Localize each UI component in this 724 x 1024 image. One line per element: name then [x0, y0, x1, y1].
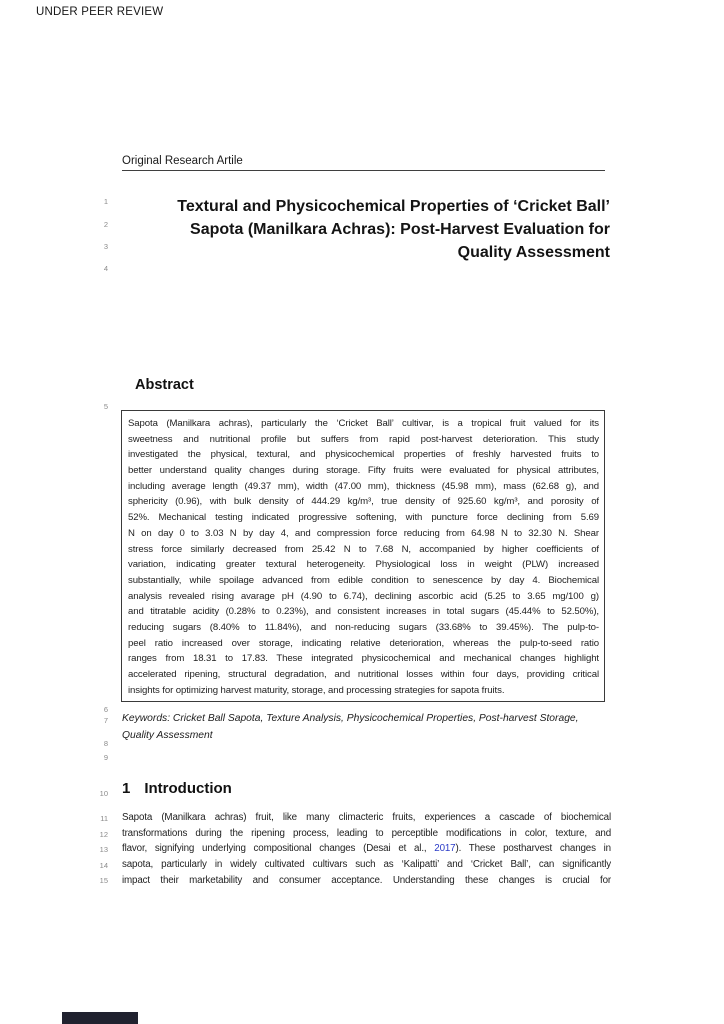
- peer-review-watermark: UNDER PEER REVIEW: [36, 6, 164, 18]
- section-title: Introduction: [144, 780, 232, 797]
- line-number: 3: [103, 242, 108, 251]
- intro-line-text: flavor, signifying underlying compositional changes (Desai et al.,: [122, 843, 435, 855]
- abstract-line: variation, indicating greater textural heterogeneity. Physiological loss in weight (PLW) increased: [128, 559, 599, 571]
- line-number: 6: [103, 705, 108, 714]
- abstract-line: and titratable acidity (0.28% to 0.23%), and consistent increases in total sugars (45.44% to 52.50%),: [128, 606, 599, 618]
- line-number: 15: [99, 876, 108, 885]
- intro-line: Sapota (Manilkara achras) fruit, like many climacteric fruits, experiences a cascade of biochemical: [122, 812, 611, 823]
- paper-title-line: Quality Assessment: [457, 243, 610, 261]
- abstract-line: sweetness and nutritional profile but suffers from rapid post-harvest deterioration. This study: [128, 433, 599, 445]
- line-number: 1: [103, 197, 108, 206]
- line-number: 14: [99, 861, 108, 870]
- line-number: 13: [99, 845, 108, 854]
- line-number: 4: [103, 264, 108, 273]
- abstract-line: including average length (49.37 mm), width (47.00 mm), thickness (45.98 mm), mass (62.68 g), and: [128, 480, 599, 492]
- introduction-paragraph: [122, 810, 611, 888]
- line-number: 9: [103, 753, 108, 762]
- paper-title-line: Sapota (Manilkara Achras): Post-Harvest Evaluation for: [190, 220, 610, 238]
- section-heading-introduction: [122, 780, 232, 797]
- section-number: 1: [122, 780, 131, 797]
- next-page-peek: [62, 1012, 138, 1024]
- keywords-line: Keywords: Cricket Ball Sapota, Texture Analysis, Physicochemical Properties, Post-harvest Storage,: [122, 713, 579, 724]
- abstract-line: 52%. Mechanical testing indicated progressive softening, with puncture force declining from 5.69: [128, 512, 599, 524]
- intro-line-text: ). These postharvest changes in: [455, 843, 611, 855]
- abstract-box: [121, 410, 605, 702]
- article-type-label: Original Research Artile: [122, 155, 243, 167]
- abstract-line: substantially, while spoilage advanced from edible condition to senescence by day 4. Biochemical: [128, 574, 599, 586]
- line-number: 11: [100, 814, 108, 823]
- abstract-line: N on day 0 to 3.03 N by day 4, and compression force reducing from 64.98 N to 32.30 N. Shear: [128, 527, 599, 539]
- line-number: 12: [99, 830, 108, 839]
- line-number: 8: [103, 739, 108, 748]
- abstract-line: Sapota (Manilkara achras), particularly the ‘Cricket Ball’ cultivar, is a tropical fruit valued for its: [128, 418, 599, 429]
- keywords-block: [122, 711, 612, 744]
- abstract-line: investigated the physical, textural, and physicochemical properties of freshly harvested fruits to: [128, 449, 599, 461]
- abstract-line: analysis revealed rising avarage pH (4.90 to 6.74), declining ascorbic acid (5.25 to 3.65 mg/100 g): [128, 590, 599, 602]
- abstract-line: stress force similarly decreased from 25.42 N to 7.68 N, accompanied by higher coefficients of: [128, 543, 599, 555]
- line-number: 7: [103, 716, 108, 725]
- intro-line: sapota, particularly in widely cultivated cultivars such as ‘Kalipatti’ and ‘Cricket Ball’, can significantly: [122, 859, 611, 871]
- paper-title: [122, 196, 610, 264]
- abstract-line: accelerated ripening, structural degradation, and nutritional losses within four days, providing critical: [128, 669, 599, 680]
- abstract-line: reducing sugars (8.40% to 11.84%), and non-reducing sugars (33.68% to 39.45%). The pulp-to-: [128, 621, 599, 633]
- abstract-line: ranges from 18.31 to 17.83. These integrated physicochemical and mechanical changes highlight: [128, 653, 599, 665]
- intro-line: transformations during the ripening process, leading to perceptible modifications in color, texture, and: [122, 827, 611, 839]
- abstract-line: better understand quality changes during storage. Fifty fruits were evaluated for physical attributes,: [128, 465, 599, 477]
- abstract-heading: Abstract: [135, 377, 194, 393]
- abstract-line: peel ratio increased over storage, indicating relative deterioration, whereas the pulp-to-seed ratio: [128, 637, 599, 649]
- keywords-line: Quality Assessment: [122, 729, 213, 741]
- intro-line: impact their marketability and consumer acceptance. Understanding these changes is crucial for: [122, 874, 611, 886]
- abstract-line: sphericity (0.96), with bulk density of 444.29 kg/m³, true density of 925.60 kg/m³, and porosity of: [128, 496, 599, 508]
- article-type-rule: [122, 170, 605, 171]
- line-number: 2: [103, 220, 108, 229]
- abstract-line: insights for optimizing harvest maturity, storage, and processing strategies for sapota fruits.: [128, 684, 505, 696]
- intro-line: [122, 841, 611, 857]
- line-number: 5: [103, 402, 108, 411]
- line-number: 10: [99, 789, 108, 798]
- citation-year-link[interactable]: 2017: [434, 843, 456, 855]
- paper-title-line: Textural and Physicochemical Properties of ‘Cricket Ball’: [177, 198, 610, 215]
